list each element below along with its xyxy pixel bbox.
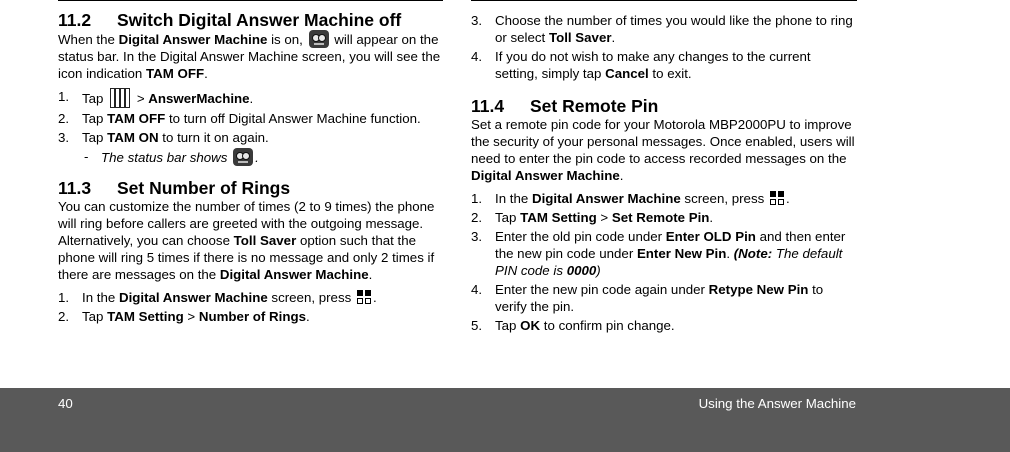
step-number: 4. xyxy=(471,282,483,297)
list-item xyxy=(471,12,857,46)
section-11-3-steps-continued xyxy=(471,12,857,82)
section-11-2-steps xyxy=(58,88,442,146)
bold-text: Cancel xyxy=(605,66,649,81)
section-title: Set Number of Rings xyxy=(117,178,291,198)
section-11-4-heading xyxy=(471,96,857,116)
text: The status bar shows xyxy=(101,150,232,165)
bold-text: OK xyxy=(520,318,541,333)
bold-text: Enter New Pin xyxy=(636,246,727,261)
dash: - xyxy=(84,149,89,164)
list-item xyxy=(58,110,442,127)
text: Tap xyxy=(82,309,108,324)
text: Tap xyxy=(495,210,521,225)
text: > xyxy=(133,91,149,106)
bold-text: Digital Answer Machine xyxy=(471,168,620,183)
step-number: 1. xyxy=(58,290,70,305)
sub-note xyxy=(58,148,442,166)
answer-machine-status-icon xyxy=(233,148,253,166)
text: . xyxy=(372,290,377,305)
bold-text: TAM OFF xyxy=(107,111,166,126)
list-item xyxy=(471,48,857,82)
section-number: 11.3 xyxy=(58,178,92,198)
bold-text: Digital Answer Machine xyxy=(118,290,268,305)
step-number: 4. xyxy=(471,49,483,64)
bold-text: Toll Saver xyxy=(548,30,612,45)
text: . xyxy=(619,168,624,183)
text: . xyxy=(255,150,259,165)
step-number: 1. xyxy=(471,191,483,206)
text: . xyxy=(249,91,254,106)
text: > xyxy=(596,210,612,225)
text: . xyxy=(204,66,208,81)
bold-text: Retype New Pin xyxy=(708,282,809,297)
app-grid-icon xyxy=(110,88,130,108)
list-item xyxy=(58,88,442,108)
text: Enter the old pin code under xyxy=(495,229,666,244)
bold-text: Toll Saver xyxy=(233,233,297,248)
text: Enter the new pin code again under xyxy=(495,282,709,297)
bold-text: Enter OLD Pin xyxy=(665,229,756,244)
text: Choose the number of times you would like the phone to ring or select xyxy=(495,13,853,45)
bold-text: AnswerMachine xyxy=(148,91,250,106)
bold-text: TAM OFF xyxy=(145,66,205,81)
text: to confirm pin change. xyxy=(540,318,675,333)
text: Tap xyxy=(82,130,108,145)
bold-text: TAM Setting xyxy=(520,210,597,225)
section-11-4-intro xyxy=(471,116,857,184)
text: > xyxy=(183,309,199,324)
text: If you do not wish to make any changes to the current setting, simply tap xyxy=(495,49,811,81)
menu-key-icon xyxy=(770,191,784,205)
text: . xyxy=(611,30,616,45)
menu-key-icon xyxy=(357,290,371,304)
list-item xyxy=(58,308,442,325)
left-column xyxy=(58,10,442,327)
text: to turn it on again. xyxy=(158,130,269,145)
answer-machine-status-icon xyxy=(309,30,329,48)
list-item xyxy=(471,209,857,226)
chapter-title: Using the Answer Machine xyxy=(698,396,856,411)
default-pin: 0000 xyxy=(566,263,597,278)
text: . xyxy=(368,267,373,282)
text: screen, press xyxy=(680,191,768,206)
list-item xyxy=(471,190,857,207)
list-item xyxy=(471,317,857,334)
note-text: ) xyxy=(596,263,601,278)
step-number: 2. xyxy=(471,210,483,225)
text: Tap xyxy=(82,91,108,106)
section-11-3-steps xyxy=(58,289,442,325)
step-number: 1. xyxy=(58,89,70,104)
bold-text: TAM ON xyxy=(107,130,159,145)
text: In the xyxy=(82,290,119,305)
list-item xyxy=(471,281,857,315)
bold-text: Digital Answer Machine xyxy=(531,191,681,206)
right-column xyxy=(471,12,857,336)
step-number: 3. xyxy=(58,130,70,145)
section-11-2-intro xyxy=(58,30,442,82)
step-number: 3. xyxy=(471,229,483,244)
text: and then enter the new pin code under xyxy=(495,229,846,261)
step-number: 3. xyxy=(471,13,483,28)
list-item xyxy=(58,129,442,146)
text: to verify the pin. xyxy=(495,282,824,314)
step-number: 2. xyxy=(58,111,70,126)
text: screen, press xyxy=(267,290,355,305)
section-number: 11.4 xyxy=(471,96,505,116)
bold-text: Number of Rings xyxy=(198,309,306,324)
text: option such that the phone will ring 5 times if there is no message and only 2 times if there are messages on the xyxy=(58,233,435,282)
section-11-2-heading xyxy=(58,10,442,30)
text: to turn off Digital Answer Machine function. xyxy=(165,111,421,126)
text: You can customize the number of times (2 to 9 times) the phone will ring before callers are greeted with the outgoing message. Alternatively, you can choose xyxy=(58,199,435,248)
page-footer xyxy=(0,388,1010,452)
step-number: 2. xyxy=(58,309,70,324)
section-11-4-steps xyxy=(471,190,857,334)
list-item xyxy=(58,289,442,306)
step-number: 5. xyxy=(471,318,483,333)
text: is on, xyxy=(267,32,307,47)
page-number: 40 xyxy=(58,396,73,411)
top-rule-left xyxy=(58,0,443,1)
list-item xyxy=(471,228,857,279)
section-title: Set Remote Pin xyxy=(530,96,659,116)
text: . xyxy=(306,309,310,324)
text: When the xyxy=(58,32,119,47)
section-11-3-heading xyxy=(58,178,442,198)
text: Set a remote pin code for your Motorola MBP2000PU to improve the security of your personal messages. Once enabled, users will need to enter the pin code to access recorded messages on the xyxy=(471,117,855,166)
text: . xyxy=(709,210,714,225)
top-rule-right xyxy=(471,0,857,1)
bold-text: TAM Setting xyxy=(107,309,184,324)
note-text: The default PIN code is xyxy=(495,246,843,278)
section-number: 11.2 xyxy=(58,10,92,30)
text: will appear on the status bar. In the Digital Answer Machine screen, you will see the icon indication xyxy=(58,32,441,81)
bold-text: Digital Answer Machine xyxy=(118,32,268,47)
text: . xyxy=(726,246,734,261)
bold-text: Digital Answer Machine xyxy=(219,267,369,282)
note-label: (Note: xyxy=(733,246,773,261)
text: In the xyxy=(495,191,532,206)
text: . xyxy=(785,191,790,206)
section-title: Switch Digital Answer Machine off xyxy=(117,10,402,30)
section-11-3-intro xyxy=(58,198,442,283)
text: Tap xyxy=(495,318,521,333)
bold-text: Set Remote Pin xyxy=(611,210,710,225)
text: Tap xyxy=(82,111,108,126)
text: to exit. xyxy=(648,66,692,81)
